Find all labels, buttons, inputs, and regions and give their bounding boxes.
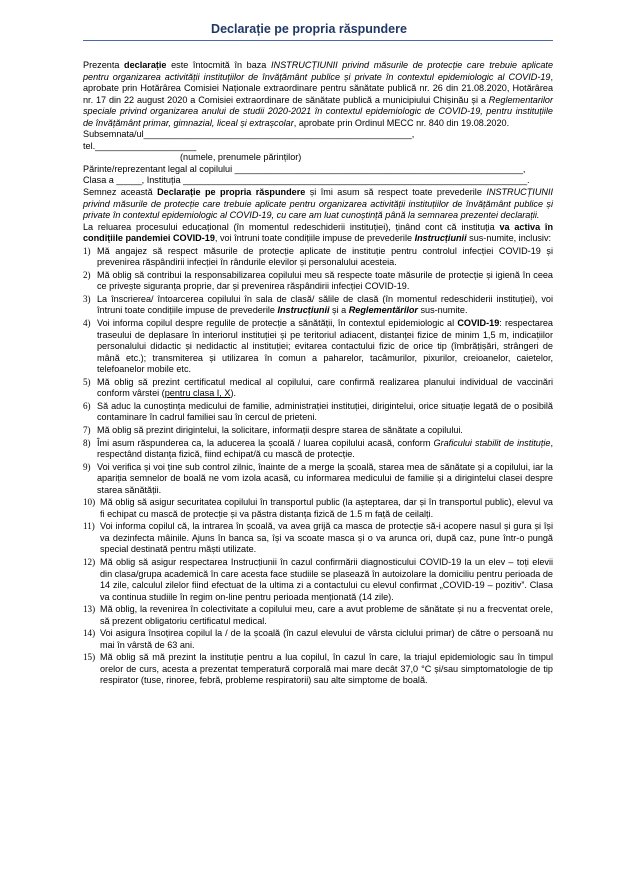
intro-text-1: Prezenta bbox=[83, 60, 120, 70]
list-item bbox=[83, 628, 553, 651]
item-number: 6) bbox=[83, 400, 91, 411]
list-item bbox=[83, 438, 553, 461]
item-text: Voi verifica și voi ține sub control zilnic, înainte de a merge la școală, starea mea de sănătate și a copilului, iar la apariția semnelor de boală ne vom izola acasă, cu informarea medicului de familie și a dirigintelui clasei despre starea sănătății. bbox=[97, 461, 553, 495]
intro-italic-1: INSTRUCȚIUNII privind măsurile de protecție care trebuie aplicate pentru organizarea activității instituțiilor de învățământ publice și private în contextul epidemiologic al COVID-19 bbox=[83, 60, 554, 82]
item-text: Să aduc la cunoștința medicului de familie, administrației instituției, dirigintelui, orice situație legată de o posibilă contaminare în cadrul familiei sau în cercul de prieteni. bbox=[97, 400, 553, 423]
obligations-list bbox=[83, 246, 553, 687]
list-item bbox=[83, 425, 553, 437]
item-bold-italic: Instrucțiunii bbox=[277, 305, 330, 316]
item-text: Voi informa copilul că, la intrarea în școală, va avea grijă ca masca de protecție să-i acopere nasul și gura și își va dezinfecta mâinile. Ajuns în banca sa, își va scoate masca și o va arunca ori, după caz, pune într-o pungă special destinată pentru măști utilizate. bbox=[100, 521, 553, 555]
list-item bbox=[83, 246, 553, 269]
item-text: La înscrierea/ întoarcerea copilului în sala de clasă/ sălile de clasă (în momentul redeschiderii instituției), voi întruni toate condițiile impuse de prevederile bbox=[97, 293, 553, 316]
list-item bbox=[83, 318, 553, 376]
item-text: Mă oblig să mă prezint la instituție pentru a lua copilul, în cazul în care, la triajul epidemiologic sau în timpul orelor de curs, acesta a prezentat temperatură corporală mai mare decât 37,0 °C și/sau simptomatologie de tip respirator (tuse, rinoree, febră, probleme respiratorii) sau alte simptome de boală. bbox=[100, 652, 553, 686]
item-number: 7) bbox=[83, 424, 91, 435]
item-text: Mă oblig, la revenirea în colectivitate a copilului meu, care a avut probleme de sănătate și nu a frecventat orele, să prezent obligatoriu certificatul medical. bbox=[100, 604, 553, 626]
item-number: 10) bbox=[83, 497, 96, 508]
list-item bbox=[83, 294, 553, 317]
list-item bbox=[83, 401, 553, 424]
list-item bbox=[83, 377, 553, 400]
item-text: Voi asigura însoțirea copilul la / de la școală (în cazul elevului de vârsta ciclului primar) de către o persoană nu mai în vârstă de 63 ani. bbox=[100, 628, 553, 650]
list-item bbox=[83, 497, 553, 520]
intro-bold-1: declarație bbox=[124, 60, 167, 70]
intro-text-4: , aprobate prin Ordinul MECC nr. 840 din 19.08.2020. bbox=[293, 117, 510, 128]
resume-text-3: sus-numite, inclusiv: bbox=[469, 233, 552, 244]
item-number: 2) bbox=[83, 269, 91, 280]
item-number: 5) bbox=[83, 376, 91, 387]
item-text: Mă oblig să prezint dirigintelui, la solicitare, informații despre starea de sănătate a copilului. bbox=[97, 424, 463, 435]
item-number: 9) bbox=[83, 461, 91, 472]
resume-paragraph bbox=[83, 222, 553, 245]
list-item bbox=[83, 652, 553, 687]
list-item bbox=[83, 270, 553, 293]
resume-text-2: , voi întruni toate condițiile impuse de prevederile bbox=[214, 233, 413, 244]
list-item bbox=[83, 462, 553, 497]
item-text: Mă oblig să asigur securitatea copilului în transportul public (la așteptarea, dar și în transportul public), elevul va fi echipat cu mască de protecție și va păstra distanța fizică de 1.5 m față de ceilalți. bbox=[100, 497, 553, 519]
list-item bbox=[83, 557, 553, 603]
item-number: 12) bbox=[83, 556, 96, 567]
title-underline bbox=[83, 40, 553, 41]
item-bold-italic-2: Reglementărilor bbox=[348, 305, 418, 316]
declare-paragraph bbox=[83, 187, 553, 222]
item-italic: Graficului stabilit de instituție bbox=[433, 437, 551, 448]
item-text-mid: și a bbox=[332, 305, 347, 316]
intro-text-3: , aprobate prin Hotărârea Comisiei Naționale extraordinare pentru sănătate publică nr. 26 din 21.08.2020, Hotărârea nr. 17 din 22 august 2020 a Comisiei extraordinare de sănătate publică a municipiului Chișinău și a bbox=[83, 71, 553, 105]
tel-line: tel.____________________ bbox=[83, 140, 197, 151]
item-text: Mă oblig să contribui la responsabilizarea copilului meu să respecte toate măsurile de protecție și igienă în ceea ce privește siguranța proprie, dar și prevenirea răspândirii infecției COVID-19. bbox=[97, 269, 553, 292]
names-hint: (numele, prenumele părinților) bbox=[180, 152, 302, 163]
item-text-end: , respectând distanța fizică, fiind echipat/ă cu mască de protecție. bbox=[97, 437, 554, 460]
class-line: Clasa a _____, Instituția ____________________________________________________________________. bbox=[83, 175, 530, 186]
item-bold: COVID-19 bbox=[457, 318, 500, 329]
item-number: 8) bbox=[83, 437, 91, 448]
item-number: 3) bbox=[83, 293, 91, 304]
document-title: Declarație pe propria răspundere bbox=[211, 22, 407, 36]
declare-text-2: și îmi asum să respect toate prevederile bbox=[309, 187, 482, 198]
resume-text-1: La reluarea procesului educațional (în momentul redeschiderii instituției), ținând cont că instituția bbox=[83, 221, 495, 232]
resume-bold-italic-1: Instrucțiunii bbox=[414, 233, 467, 244]
item-number: 11) bbox=[83, 521, 95, 532]
list-item bbox=[83, 604, 553, 627]
item-number: 4) bbox=[83, 318, 91, 329]
item-text: Mă oblig să asigur respectarea Instrucțiunii în cazul confirmării diagnosticului COVID-19 la un elev – toți elevii din clasa/grupa academică în care acesta face studiile se plasează în autoizolare la domiciliu pentru perioada de 14 zile, calculul zilelor fiind efectuat de la ultima zi a contactului cu elevul confirmat „COVID-19 – pozitiv”. Clasa va continua studiile în regim on-line pentru perioada menționată (14 zile). bbox=[100, 556, 553, 602]
item-text: Voi informa copilul despre regulile de protecție a sănătății, în contextul epidemiologic al bbox=[97, 318, 455, 329]
intro-paragraph bbox=[83, 60, 553, 129]
item-text-end: ). bbox=[230, 388, 236, 399]
item-number: 15) bbox=[83, 652, 96, 663]
item-number: 1) bbox=[83, 245, 91, 256]
declaration-body bbox=[83, 60, 553, 687]
declare-bold-1: Declarație pe propria răspundere bbox=[157, 187, 306, 198]
list-item bbox=[83, 521, 553, 556]
signed-line: Subsemnata/ul_____________________________________________________, bbox=[83, 129, 415, 140]
item-text: Mă angajez să respect măsurile de protecție aplicate de instituție pentru controlul infecției COVID-19 și prevenirea răspândirii infecției în rândurile elevilor și personalului acesteia. bbox=[97, 245, 553, 268]
item-text: Îmi asum răspunderea ca, la aducerea la școală / luarea copilului acasă, conform bbox=[97, 437, 431, 448]
intro-italic-2: Reglementarilor speciale privind organizarea anului de studii 2020-2021 în contextul epidemiologic de COVID-19, pentru instituțiile de învățământ primar, gimnazial, liceal și extrașcolar bbox=[83, 94, 553, 128]
item-text: Mă oblig să prezint certificatul medical al copilului, care confirmă realizarea planului individual de vaccinări conform vârstei ( bbox=[97, 376, 553, 399]
item-underlined: pentru clasa I, X bbox=[164, 388, 231, 399]
resume-bold-1: va activa în condițiile pandemiei COVID-19 bbox=[83, 221, 553, 244]
item-text-end: sus-numite. bbox=[420, 305, 468, 316]
declare-text-1: Semnez această bbox=[83, 187, 153, 198]
parent-line: Părinte/reprezentant legal al copilului _________________________________________________________, bbox=[83, 163, 526, 174]
item-number: 14) bbox=[83, 628, 96, 639]
item-number: 13) bbox=[83, 604, 96, 615]
item-text-end: : respectarea traseului de deplasare în interiorul instituției și pe teritoriul adiacent, distanței fizice de minim 1,5 m, indicațiilor personalului didactic și nedidactic al instituției; evitarea contactului fizic de orice tip (îmbrățișări, strângeri de mână etc.); transmiterea și utilizarea în comun a paharelor, tacâmurilor, pixurilor, creioanelor, caietelor, telefoanelor mobile etc. bbox=[97, 318, 553, 375]
intro-text-2: este întocmită în baza bbox=[171, 60, 267, 70]
declare-italic-1: INSTRUCȚIUNII privind măsurile de protecție care trebuie aplicate pentru organizarea activității instituțiilor de învățământ publice și private în contextul epidemiologic al COVID-19, cu care am luat cunoștință până la semnarea prezentei declarații. bbox=[83, 187, 554, 221]
